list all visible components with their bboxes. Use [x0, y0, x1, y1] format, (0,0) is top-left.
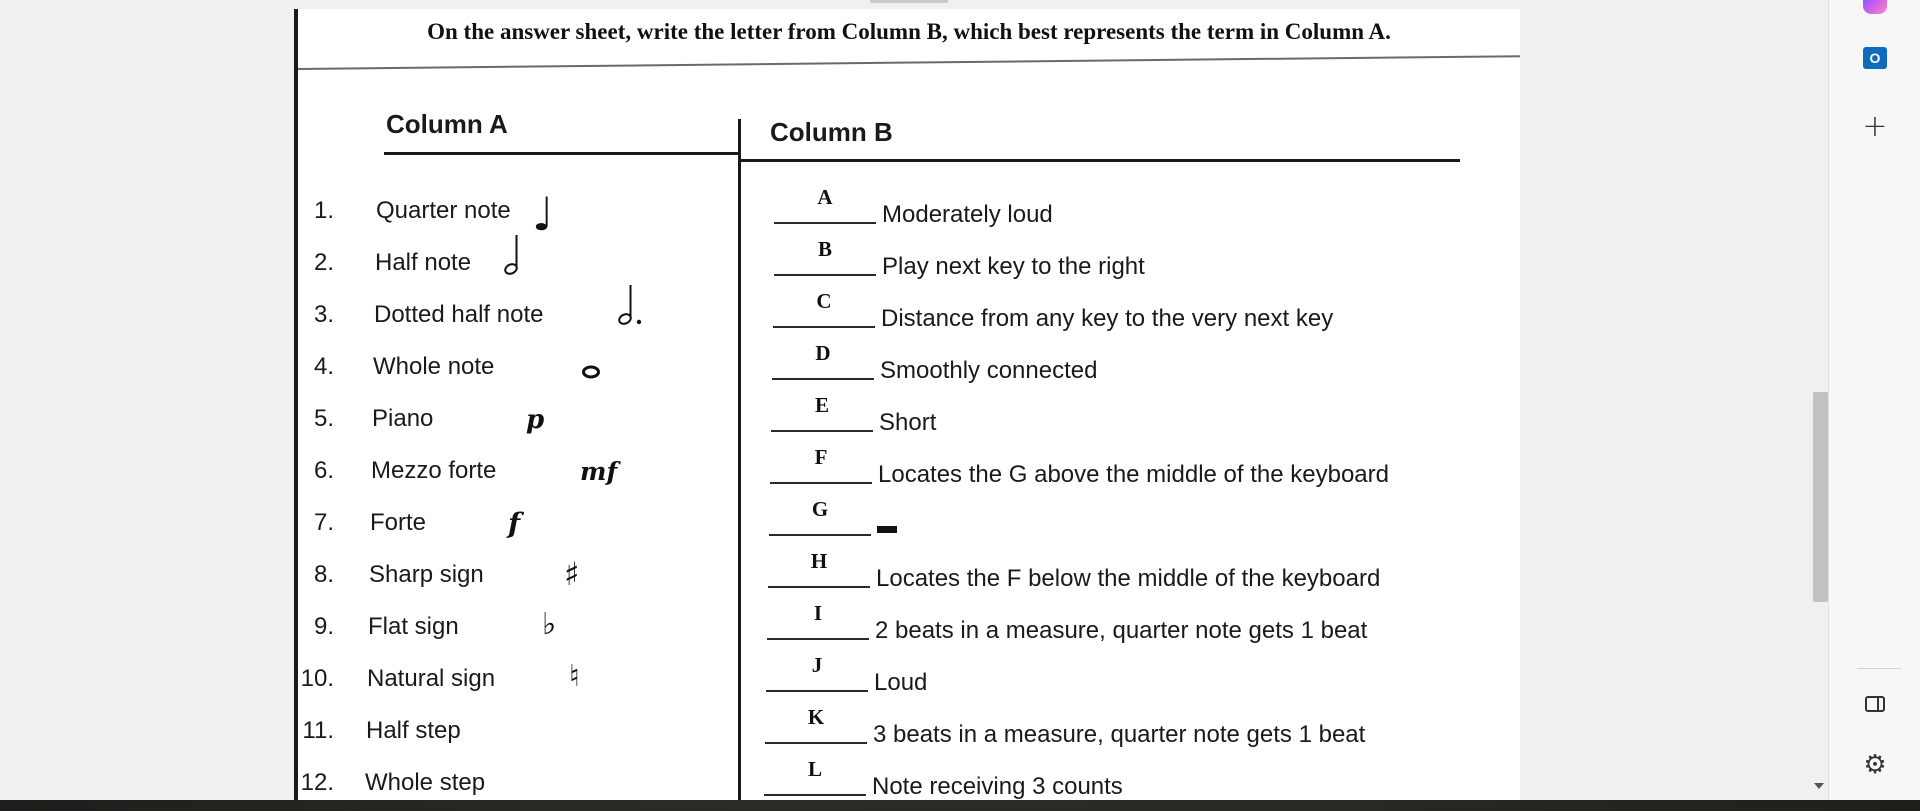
- item-description: Locates the F below the middle of the keyboard: [876, 565, 1381, 592]
- item-description: Note receiving 3 counts: [872, 773, 1123, 800]
- item-description: 2 beats in a measure, quarter note gets 1 beat: [875, 617, 1368, 644]
- whole-note-icon: [582, 357, 600, 385]
- item-number: 8.: [313, 561, 334, 588]
- side-panel-icon[interactable]: [1859, 688, 1891, 720]
- item-term: Whole step: [365, 769, 486, 796]
- sharp-sign-icon: ♯: [564, 555, 580, 593]
- half-note-icon: [504, 233, 524, 283]
- item-description: Smoothly connected: [880, 357, 1098, 384]
- answer-blank: [773, 326, 875, 328]
- vertical-scrollbar[interactable]: [1811, 0, 1828, 800]
- answer-blank: [766, 690, 868, 692]
- viewer-top-handle: [870, 0, 948, 3]
- item-term: Quarter note: [376, 197, 511, 224]
- item-term: Flat sign: [368, 613, 459, 640]
- item-term: Sharp sign: [369, 561, 484, 588]
- item-number: 10.: [300, 665, 334, 692]
- item-letter: F: [814, 445, 828, 469]
- dotted-half-note-icon: [618, 283, 646, 333]
- answer-blank: [765, 742, 867, 744]
- scrollbar-thumb[interactable]: [1813, 392, 1828, 602]
- item-letter: H: [810, 549, 828, 573]
- item-letter: E: [814, 393, 829, 417]
- item-number: 4.: [313, 353, 334, 380]
- add-icon[interactable]: +: [1862, 108, 1888, 144]
- taskbar: [0, 800, 1920, 811]
- column-b-header: Column B: [770, 117, 893, 147]
- piano-dynamic-icon: p: [526, 405, 545, 435]
- item-term: Half note: [375, 249, 472, 276]
- item-number: 1.: [313, 197, 334, 224]
- item-description: Distance from any key to the very next key: [881, 305, 1334, 332]
- natural-sign-icon: ♮: [569, 659, 580, 694]
- item-term: Mezzo forte: [371, 457, 497, 484]
- answer-blank: [767, 638, 869, 640]
- item-letter: A: [817, 185, 833, 209]
- item-description: Moderately loud: [882, 201, 1053, 228]
- answer-blank: [774, 274, 876, 276]
- forte-dynamic-icon: f: [508, 507, 521, 540]
- item-number: 3.: [313, 301, 334, 328]
- item-term: Forte: [370, 509, 427, 536]
- item-letter: I: [813, 601, 823, 625]
- instruction-text: On the answer sheet, write the letter from Column B, which best represents the term in Column A.: [427, 19, 1391, 44]
- item-number: 12.: [300, 769, 334, 796]
- item-number: 7.: [313, 509, 334, 536]
- item-number: 6.: [313, 457, 334, 484]
- item-term: Piano: [372, 405, 434, 432]
- item-description: Play next key to the right: [882, 253, 1145, 280]
- item-number: 9.: [313, 613, 334, 640]
- item-letter: G: [811, 497, 829, 521]
- answer-blank: [764, 794, 866, 796]
- item-letter: K: [807, 705, 825, 729]
- item-number: 2.: [313, 249, 334, 276]
- column-b-rule: [740, 159, 1460, 162]
- settings-icon[interactable]: ⚙: [1863, 750, 1887, 780]
- item-number: 5.: [313, 405, 334, 432]
- item-description: Short: [879, 409, 937, 436]
- item-term: Half step: [366, 717, 461, 744]
- document-page: [294, 9, 1520, 800]
- column-a-header: Column A: [386, 109, 508, 139]
- outlook-icon[interactable]: O: [1859, 42, 1891, 74]
- answer-blank: [774, 222, 876, 224]
- item-term: Natural sign: [367, 665, 496, 692]
- answer-blank: [772, 378, 874, 380]
- item-description: 3 beats in a measure, quarter note gets 1 beat: [873, 721, 1366, 748]
- item-description: Locates the G above the middle of the keyboard: [878, 461, 1389, 488]
- item-description: Loud: [874, 669, 928, 696]
- mezzo-forte-dynamic-icon: mf: [580, 457, 618, 486]
- browser-sidebar: [1828, 0, 1920, 800]
- answer-blank: [769, 534, 871, 536]
- answer-blank: [771, 430, 873, 432]
- half-rest-icon: [877, 513, 897, 541]
- copilot-icon[interactable]: [1859, 0, 1891, 18]
- item-number: 11.: [302, 717, 334, 744]
- scroll-down-arrow-icon[interactable]: [1814, 783, 1824, 789]
- item-letter: B: [817, 237, 832, 261]
- item-term: Whole note: [373, 353, 495, 380]
- item-term: Dotted half note: [374, 301, 544, 328]
- item-letter: L: [807, 757, 822, 781]
- item-letter: C: [816, 289, 832, 313]
- header-rule: [298, 55, 1520, 70]
- answer-blank: [768, 586, 870, 588]
- item-letter: D: [815, 341, 831, 365]
- flat-sign-icon: ♭: [542, 607, 557, 642]
- column-a-rule: [384, 152, 740, 155]
- quarter-note-icon: ♩: [532, 187, 554, 241]
- column-divider: [738, 119, 741, 800]
- answer-blank: [770, 482, 872, 484]
- item-letter: J: [811, 653, 823, 677]
- sidebar-separator: [1857, 668, 1901, 669]
